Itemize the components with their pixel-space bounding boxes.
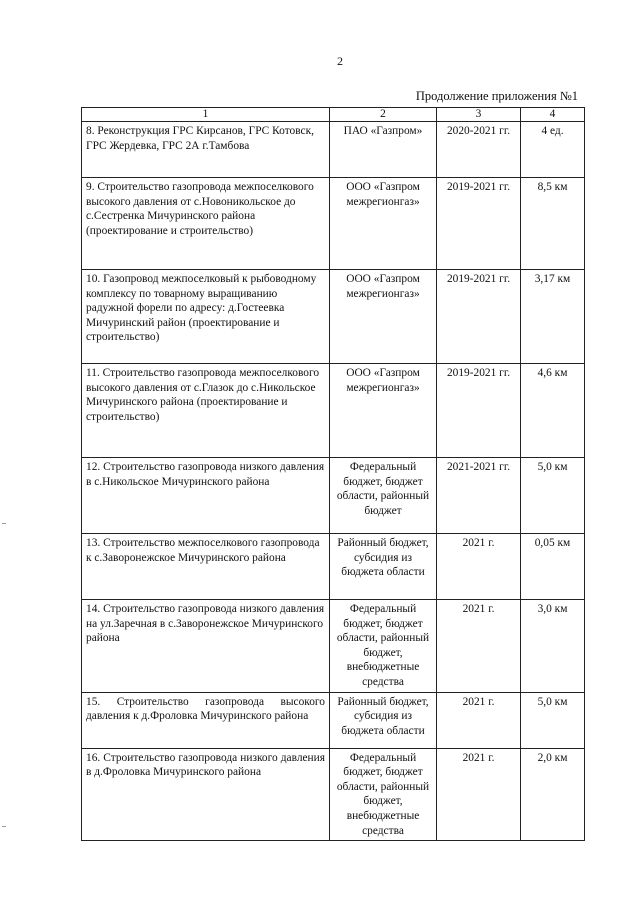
row-name-cell: 16. Строительство газопровода низкого давления в д.Фроловка Мичуринского района bbox=[82, 748, 330, 841]
row-volume-cell: 8,5 км bbox=[521, 178, 585, 270]
column-header-1: 1 bbox=[82, 108, 330, 122]
row-period-cell: 2021 г. bbox=[437, 748, 521, 841]
table-row bbox=[82, 122, 585, 178]
row-volume-cell: 0,05 км bbox=[521, 534, 585, 600]
row-executor-cell: ООО «Газпром межрегионгаз» bbox=[330, 178, 437, 270]
row-name-cell: 12. Строительство газопровода низкого давления в с.Никольское Мичуринского района bbox=[82, 458, 330, 534]
row-executor-cell: ООО «Газпром межрегионгаз» bbox=[330, 364, 437, 458]
scan-margin-mark bbox=[2, 523, 6, 524]
table-row bbox=[82, 534, 585, 600]
row-name-cell: 8. Реконструкция ГРС Кирсанов, ГРС Котовск, ГРС Жердевка, ГРС 2А г.Тамбова bbox=[82, 122, 330, 178]
row-executor-cell: Федеральный бюджет, бюджет области, районный бюджет, внебюджетные средства bbox=[330, 600, 437, 693]
row-period-cell: 2019-2021 гг. bbox=[437, 270, 521, 364]
row-volume-cell: 4 ед. bbox=[521, 122, 585, 178]
row-volume-cell: 2,0 км bbox=[521, 748, 585, 841]
row-period-cell: 2021-2021 гг. bbox=[437, 458, 521, 534]
page-number: 2 bbox=[337, 54, 343, 68]
table-row bbox=[82, 458, 585, 534]
row-name-cell: 9. Строительство газопровода межпоселкового высокого давления от с.Новоникольское до с.Сестренка Мичуринского района (проектирование и строительство) bbox=[82, 178, 330, 270]
appendix-table bbox=[81, 107, 585, 841]
row-period-cell: 2020-2021 гг. bbox=[437, 122, 521, 178]
column-header-4: 4 bbox=[521, 108, 585, 122]
row-name-cell: 10. Газопровод межпоселковый к рыбоводному комплексу по товарному выращиванию радужной форели по адресу: д.Гостеевка Мичуринский район (проектирование и строительство) bbox=[82, 270, 330, 364]
row-period-cell: 2019-2021 гг. bbox=[437, 178, 521, 270]
row-name-cell: 11. Строительство газопровода межпоселкового высокого давления от с.Глазок до с.Никольское Мичуринского района (проектирование и строительство) bbox=[82, 364, 330, 458]
row-period-cell: 2019-2021 гг. bbox=[437, 364, 521, 458]
row-executor-cell: Районный бюджет, субсидия из бюджета области bbox=[330, 692, 437, 748]
row-executor-cell: Федеральный бюджет, бюджет области, районный бюджет, внебюджетные средства bbox=[330, 748, 437, 841]
row-executor-cell: ПАО «Газпром» bbox=[330, 122, 437, 178]
table-row bbox=[82, 270, 585, 364]
table-row bbox=[82, 600, 585, 693]
row-period-cell: 2021 г. bbox=[437, 600, 521, 693]
row-volume-cell: 5,0 км bbox=[521, 458, 585, 534]
row-executor-cell: Районный бюджет, субсидия из бюджета области bbox=[330, 534, 437, 600]
table-row bbox=[82, 364, 585, 458]
table-header-row bbox=[82, 108, 585, 122]
appendix-continuation-note: Продолжение приложения №1 bbox=[415, 89, 578, 103]
row-name-cell: 15. Строительство газопровода высокого давления к д.Фроловка Мичуринского района bbox=[82, 692, 330, 748]
row-volume-cell: 3,17 км bbox=[521, 270, 585, 364]
row-volume-cell: 5,0 км bbox=[521, 692, 585, 748]
row-period-cell: 2021 г. bbox=[437, 692, 521, 748]
table-row bbox=[82, 692, 585, 748]
scan-margin-mark bbox=[2, 826, 6, 827]
table-row bbox=[82, 178, 585, 270]
row-executor-cell: Федеральный бюджет, бюджет области, районный бюджет bbox=[330, 458, 437, 534]
row-volume-cell: 3,0 км bbox=[521, 600, 585, 693]
row-period-cell: 2021 г. bbox=[437, 534, 521, 600]
row-volume-cell: 4,6 км bbox=[521, 364, 585, 458]
table-row bbox=[82, 748, 585, 841]
column-header-2: 2 bbox=[330, 108, 437, 122]
row-name-cell: 14. Строительство газопровода низкого давления на ул.Заречная в с.Заворонежское Мичуринского района bbox=[82, 600, 330, 693]
row-name-cell: 13. Строительство межпоселкового газопровода к с.Заворонежское Мичуринского района bbox=[82, 534, 330, 600]
column-header-3: 3 bbox=[437, 108, 521, 122]
row-executor-cell: ООО «Газпром межрегионгаз» bbox=[330, 270, 437, 364]
